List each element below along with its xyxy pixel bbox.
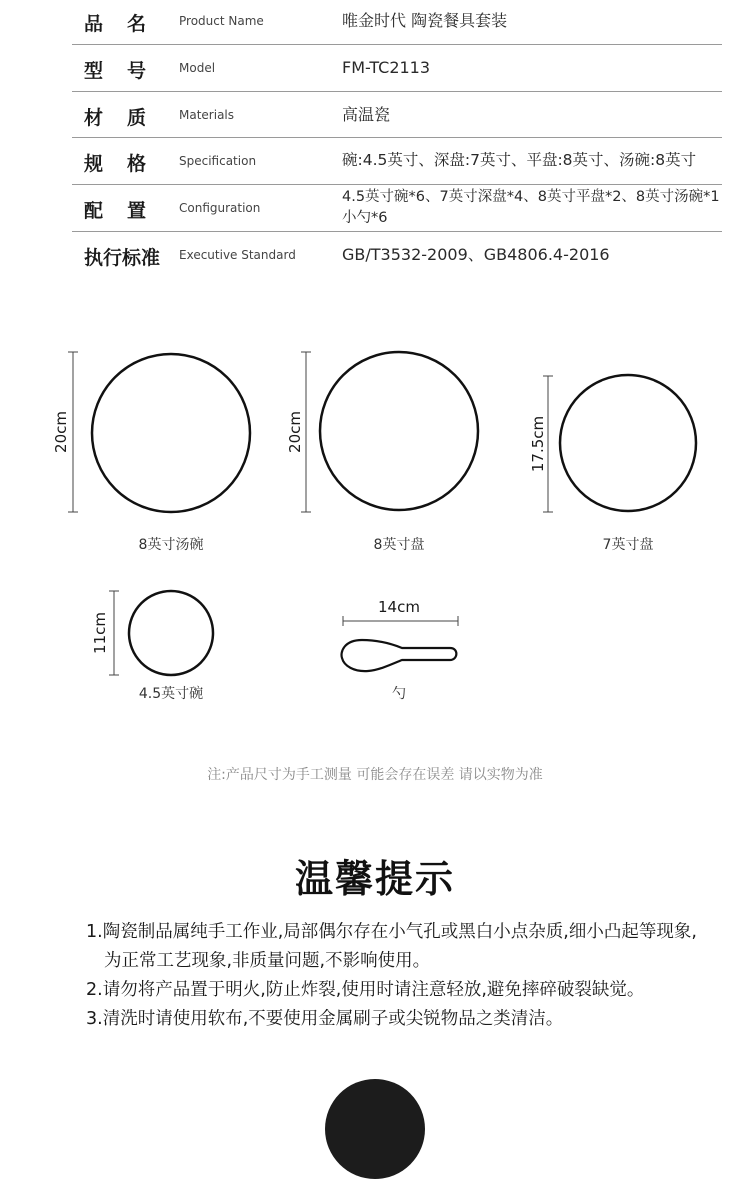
decorative-circle <box>325 1079 425 1179</box>
spec-value: 碗:4.5英寸、深盘:7英寸、平盘:8英寸、汤碗:8英寸 <box>342 151 697 169</box>
spec-label-zh: 材质 <box>84 107 171 129</box>
spec-label-zh: 型号 <box>84 60 171 82</box>
spec-label-en: Specification <box>179 154 257 168</box>
bowl-45-dimension: 11cm <box>91 612 109 654</box>
spec-value: 高温瓷 <box>342 105 391 124</box>
spec-label-en: Materials <box>179 108 235 122</box>
spec-value: 唯金时代 陶瓷餐具套装 <box>342 11 508 30</box>
tip-item: 1.陶瓷制品属纯手工作业,局部偶尔存在小气孔或黑白小点杂质,细小凸起等现象,为正常工艺现象,非质量问题,不影响使用。 <box>86 922 697 971</box>
spec-label-en: Model <box>179 61 216 75</box>
tip-item: 2.请勿将产品置于明火,防止炸裂,使用时请注意轻放,避免摔碎破裂缺觉。 <box>86 980 645 1000</box>
spec-label-zh: 配置 <box>84 200 171 222</box>
bowl-45-caption: 4.5英寸碗 <box>138 686 204 702</box>
spec-label-zh: 品名 <box>84 13 171 35</box>
tips-title: 温馨提示 <box>294 857 455 901</box>
bowl-45-diagram <box>91 591 213 675</box>
plate-8-diagram <box>286 352 478 512</box>
plate-7-caption: 7英寸盘 <box>602 537 654 553</box>
plate-7-diagram <box>529 375 696 512</box>
bowl-45-circle <box>129 591 213 675</box>
spoon-shape <box>342 640 457 671</box>
spec-label-en: Configuration <box>179 201 261 215</box>
plate-8-dimension: 20cm <box>286 411 304 453</box>
soup-bowl-diagram <box>52 352 250 512</box>
tip-item: 3.清洗时请使用软布,不要使用金属刷子或尖锐物品之类清洁。 <box>86 1009 564 1029</box>
soup-bowl-caption: 8英寸汤碗 <box>138 537 204 553</box>
spoon-diagram <box>342 598 458 671</box>
soup-bowl-circle <box>92 354 250 512</box>
plate-7-dimension: 17.5cm <box>529 415 547 473</box>
plate-7-circle <box>560 375 696 511</box>
tips-list <box>86 918 706 1034</box>
spec-value: FM-TC2113 <box>342 58 431 77</box>
spoon-dimension: 14cm <box>378 598 420 616</box>
spec-label-en: Executive Standard <box>179 248 296 262</box>
spec-label-en: Product Name <box>179 14 264 28</box>
spec-value: 4.5英寸碗*6、7英寸深盘*4、8英寸平盘*2、8英寸汤碗*1 小勺*6 <box>342 189 720 226</box>
spec-value: GB/T3532-2009、GB4806.4-2016 <box>342 245 610 264</box>
plate-8-caption: 8英寸盘 <box>373 537 425 553</box>
measurement-note: 注:产品尺寸为手工测量 可能会存在误差 请以实物为准 <box>207 767 543 783</box>
spec-label-zh: 执行标准 <box>84 247 161 269</box>
spec-label-zh: 规格 <box>84 153 171 175</box>
soup-bowl-dimension: 20cm <box>52 411 70 453</box>
spoon-caption: 勺 <box>392 686 406 702</box>
plate-8-circle <box>320 352 478 510</box>
